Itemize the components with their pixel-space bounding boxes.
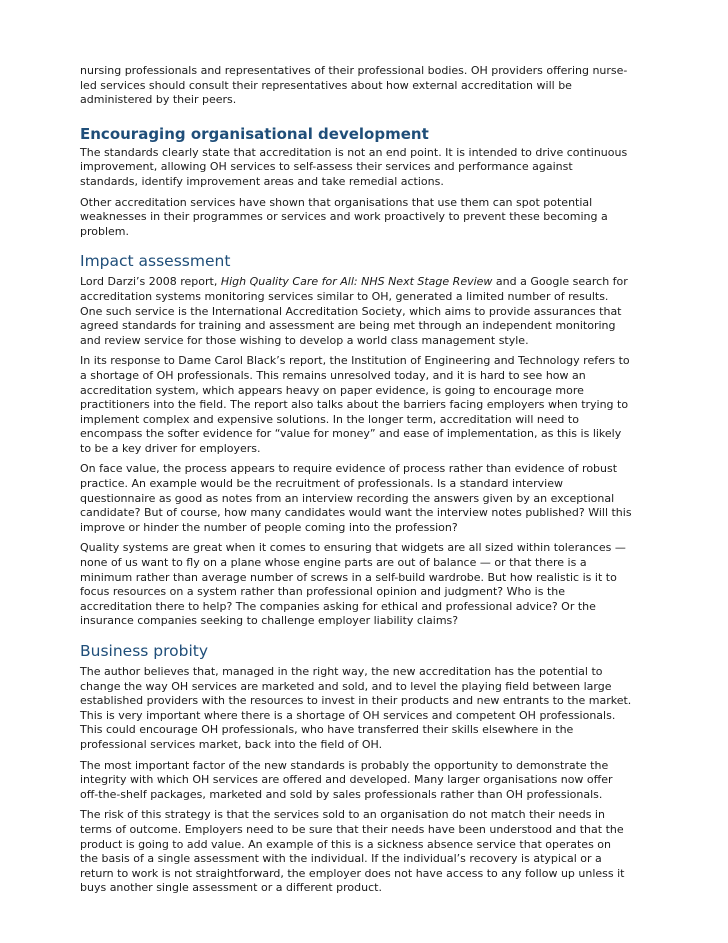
paragraph-darzi [80, 275, 632, 348]
paragraph: In its response to Dame Carol Black’s report, the Institution of Engineering and Technology refers to a shortage of OH professionals. This remains unresolved today, and it is hard to see how an accreditation system, which appears heavy on paper evidence, is going to encourage more practitioners into the field. The report also talks about the barriers facing employers when trying to implement complex and expensive solutions. In the longer term, accreditation will need to encompass the softer evidence for “value for money” and ease of implementation, as this is likely to be a key driver for employers. [80, 354, 630, 455]
paragraph: On face value, the process appears to require evidence of process rather than evidence of robust practice. An example would be the recruitment of professionals. Is a standard interview questionnaire as good as notes from an interview recording the answers given by an exceptional candidate? But of course, how many candidates would want the interview notes published? Will this improve or hinder the number of people coming into the profession? [80, 462, 632, 534]
heading-business-probity: Business probity [80, 642, 209, 660]
paragraph: The most important factor of the new standards is probably the opportunity to demonstrate the integrity with which OH services are offered and developed. Many larger organisations now offer off-the-shelf packages, marketed and sold by sales professionals rather than OH professionals. [80, 758, 613, 801]
paragraph: The risk of this strategy is that the services sold to an organisation do not match their needs in terms of outcome. Employers need to be sure that their needs have been understood and that the product is going to add value. An example of this is a sickness absence service that operates on the basis of a single assessment with the individual. If the individual’s recovery is atypical or a return to work is not straightforward, the employer does not have access to any follow up unless it buys another single assessment or a different product. [80, 808, 625, 895]
paragraph: Other accreditation services have shown that organisations that use them can spot potential weaknesses in their programmes or services and work proactively to prevent these becoming a problem. [80, 195, 608, 238]
text-run: Lord Darzi’s 2008 report, [80, 275, 221, 289]
intro-paragraph: nursing professionals and representatives of their professional bodies. OH providers offering nurse-led services should consult their representatives about how external accreditation will be administered by their peers. [80, 64, 628, 107]
heading-impact-assessment: Impact assessment [80, 252, 231, 271]
document-page [80, 64, 632, 902]
text-run: and a Google search for accreditation systems monitoring services similar to OH, generated a limited number of results. One such service is the International Accreditation Society, which aims to provide assurances that agreed standards for training and assessment are being met through an independent monitoring and review service for those wishing to develop a world class management style. [80, 275, 628, 347]
paragraph: Quality systems are great when it comes to ensuring that widgets are all sized within tolerances — none of us want to fly on a plane whose engine parts are out of balance — or that there is a minimum rather than average number of screws in a self-build wardrobe. But how realistic is it to focus resources on a system rather than professional opinion and judgment? Who is the accreditation there to help? The companies asking for ethical and professional advice? Or the insurance companies seeking to challenge employer liability claims? [80, 541, 626, 628]
report-title: High Quality Care for All: NHS Next Stage Review [220, 275, 493, 289]
paragraph: The author believes that, managed in the right way, the new accreditation has the potential to change the way OH services are marketed and sold, and to level the playing field between large established providers with the resources to invest in their products and new entrants to the market. This is very important where there is a shortage of OH services and competent OH professionals. This could encourage OH professionals, who have transferred their skills elsewhere in the professional services market, back into the field of OH. [80, 665, 632, 751]
heading-encouraging-organisational-development: Encouraging organisational development [80, 124, 429, 143]
paragraph: The standards clearly state that accreditation is not an end point. It is intended to drive continuous improvement, allowing OH services to self-assess their services and performance against standards, identify improvement areas and take remedial actions. [80, 145, 628, 188]
